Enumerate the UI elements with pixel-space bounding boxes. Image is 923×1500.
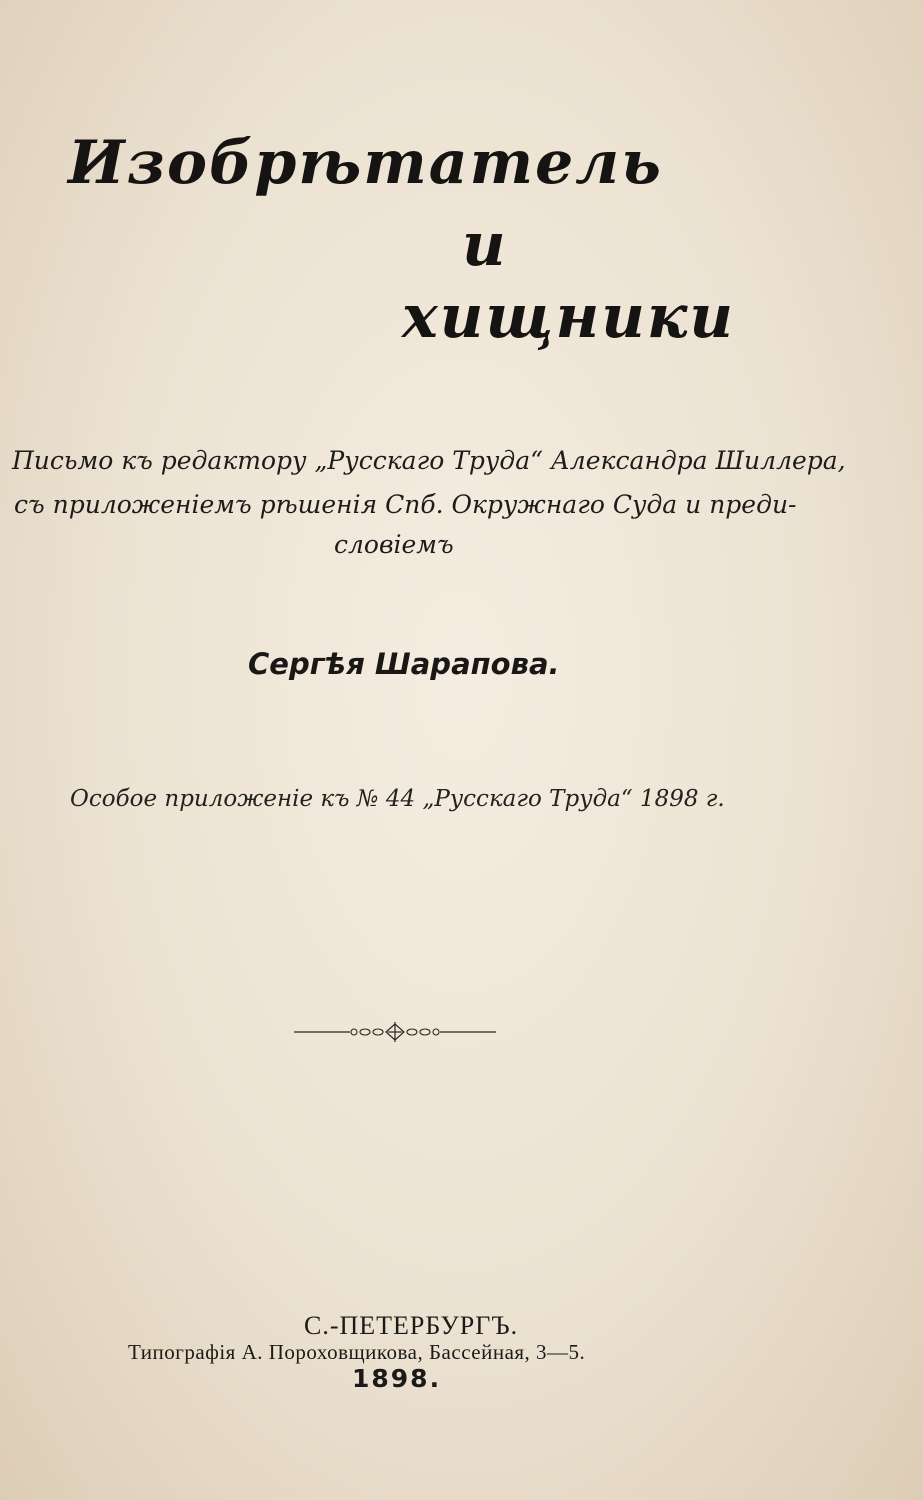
author-name: Сергѣя Шарапова.: [248, 647, 560, 681]
imprint-printer: Типографiя А. Пороховщикова, Бассейная, 3—5.: [128, 1340, 586, 1364]
subtitle-line-3: словiемъ: [334, 530, 454, 559]
title-line-2: и: [462, 210, 508, 280]
subtitle-line-2: съ приложенiемъ рѣшенiя Спб. Окружнаго Суда и преди-: [14, 490, 797, 519]
imprint-city: С.-ПЕТЕРБУРГЪ.: [304, 1311, 519, 1340]
title-line-1: Изобрѣтатель: [68, 128, 663, 198]
supplement-note: Особое приложенiе къ № 44 „Русскаго Труда“ 1898 г.: [70, 786, 725, 812]
subtitle-line-1: Письмо къ редактору „Русскаго Труда“ Александра Шиллера,: [12, 446, 846, 475]
imprint-year: 1898.: [352, 1364, 442, 1393]
title-line-3: хищники: [402, 282, 736, 352]
ornament-divider-icon: [294, 1020, 496, 1044]
